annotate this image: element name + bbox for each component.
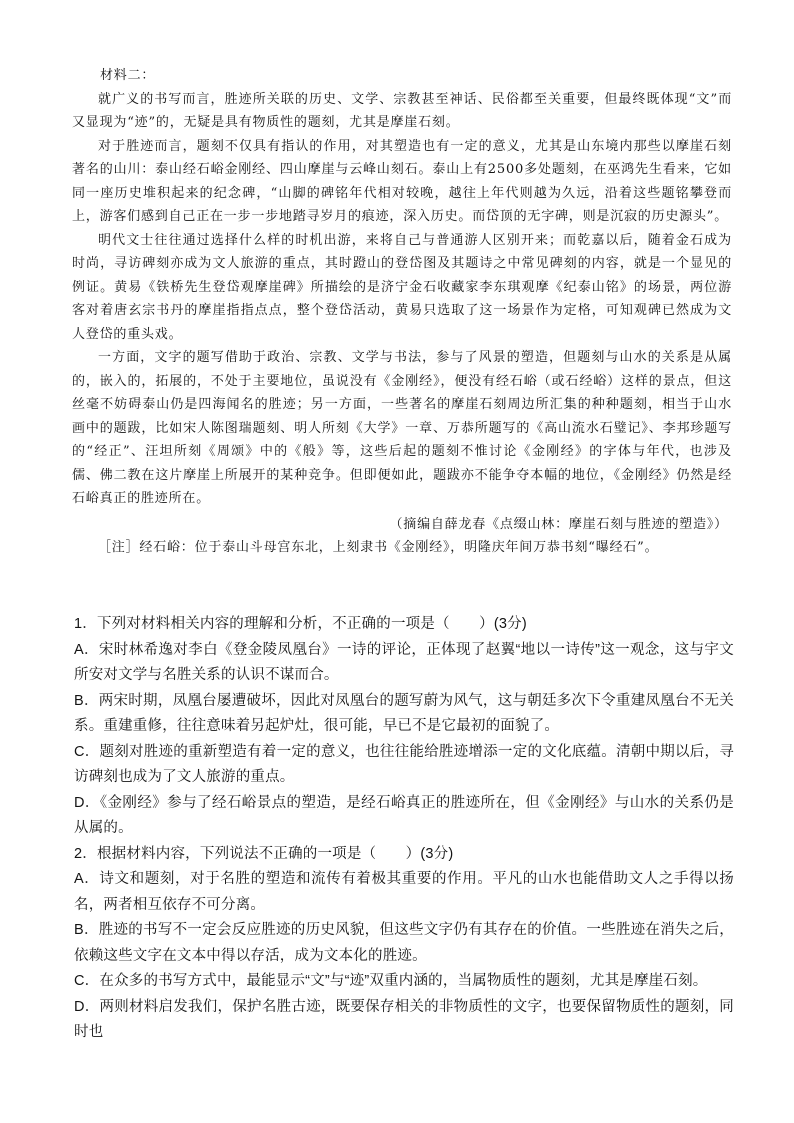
question-1-option-c: C．题刻对胜迹的重新塑造有着一定的意义，也往往能给胜迹增添一定的文化底蕴。清朝中期以后，寻访碑刻也成为了文人旅游的重点。 [74, 743, 734, 785]
question-2 [74, 842, 734, 1046]
material-note: ［注］经石峪：位于泰山斗母宫东北，上刻隶书《金刚经》，明隆庆年间万恭书刻“曝经石”。 [98, 540, 659, 555]
question-1-option-d: D．《金刚经》参与了经石峪景点的塑造，是经石峪真正的胜迹所在，但《金刚经》与山水的关系仍是从属的。 [74, 794, 734, 836]
question-1 [74, 612, 734, 842]
question-2-option-a: A．诗文和题刻，对于名胜的塑造和流传有着极其重要的作用。平凡的山水也能借助文人之手得以扬名，两者相互依存不可分离。 [74, 871, 734, 913]
question-1-option-a: A．宋时林希逸对李白《登金陵凤凰台》一诗的评论，正体现了赵翼“地以一诗传”这一观念，这与宇文所安对文学与名胜关系的认识不谋而合。 [74, 641, 734, 683]
questions-section [74, 612, 734, 1046]
material-source: （摘编自薛龙春《点缀山林：摩崖石刻与胜迹的塑造》） [389, 516, 728, 532]
question-1-stem: 1．下列对材料相关内容的理解和分析，不正确的一项是（ ）(3分) [74, 616, 527, 632]
material-paragraph-1: 就广义的书写而言，胜迹所关联的历史、文学、宗教甚至神话、民俗都至关重要，但最终既体现“文”而又显现为“迹”的，无疑是具有物质性的题刻，尤其是摩崖石刻。 [72, 91, 732, 130]
material-paragraph-3: 明代文士往往通过选择什么样的时机出游，来将自己与普通游人区别开来；而乾嘉以后，随着金石成为时尚，寻访碑刻亦成为文人旅游的重点，其时蹬山的登岱图及其题诗之中常见碑刻的内容，就是一个显见的例证。黄易《铁桥先生登岱观摩崖碑》所描绘的是济宁金石收藏家李东琪观摩《纪泰山铭》的场景，两位游客对着唐玄宗书丹的摩崖指指点点，整个登岱活动，黄易只选取了这一场景作为定格，可知观碑已然成为文人登岱的重头戏。 [72, 232, 732, 342]
question-2-stem: 2．根据材料内容，下列说法不正确的一项是（ ）(3分) [74, 845, 454, 862]
question-2-option-c: C．在众多的书写方式中，最能显示“文”与“迹”双重内涵的，当属物质性的题刻，尤其是摩崖石刻。 [74, 973, 708, 989]
reading-material [72, 64, 732, 560]
question-2-option-d: D．两则材料启发我们，保护名胜古迹，既要保存相关的非物质性的文字，也要保留物质性的题刻，同时也 [74, 998, 734, 1040]
question-1-option-b: B．两宋时期，凤凰台屡遭破坏，因此对凤凰台的题写蔚为风气，这与朝廷多次下令重建凤凰台不无关系。重建重修，往往意味着另起炉灶，很可能，早已不是它最初的面貌了。 [74, 692, 734, 734]
material-paragraph-2: 对于胜迹而言，题刻不仅具有指认的作用，对其塑造也有一定的意义，尤其是山东境内那些以摩崖石刻著名的山川：泰山经石峪金刚经、四山摩崖与云峰山刻石。泰山上有2500多处题刻，在巫鸿先生看来，它如同一座历史堆积起来的纪念碑，“山脚的碑铭年代相对较晚，越往上年代则越为久远，沿着这些题铭攀登而上，游客们感到自己正在一步一步地踏寻岁月的痕迹，深入历史。而岱顶的无字碑，则是沉寂的历史源头”。 [72, 138, 732, 224]
material-paragraph-4: 一方面，文字的题写借助于政治、宗教、文学与书法，参与了风景的塑造，但题刻与山水的关系是从属的，嵌入的，拓展的，不处于主要地位，虽说没有《金刚经》，便没有经石峪（或石经峪）这样的景点，但这丝毫不妨碍泰山仍是四海闻名的胜迹；另一方面，一些著名的摩崖石刻周边所汇集的种种题刻，相当于山水画中的题跋，比如宋人陈图瑞题刻、明人所刻《大学》一章、万恭所题写的《高山流水石璧记》、李邦珍题写的“经正”、汪坦所刻《周颂》中的《般》等，这些后起的题刻不惟讨论《金刚经》的字体与年代，也涉及儒、佛二教在这片摩崖上所展开的某种竞争。但即便如此，题跋亦不能争夺本幅的地位，《金刚经》仍然是经石峪真正的胜迹所在。 [72, 350, 732, 506]
question-2-option-b: B．胜迹的书写不一定会反应胜迹的历史风貌，但这些文字仍有其存在的价值。一些胜迹在消失之后，依赖这些文字在文本中得以存活，成为文本化的胜迹。 [74, 922, 734, 964]
material-heading: 材料二： [100, 68, 156, 83]
